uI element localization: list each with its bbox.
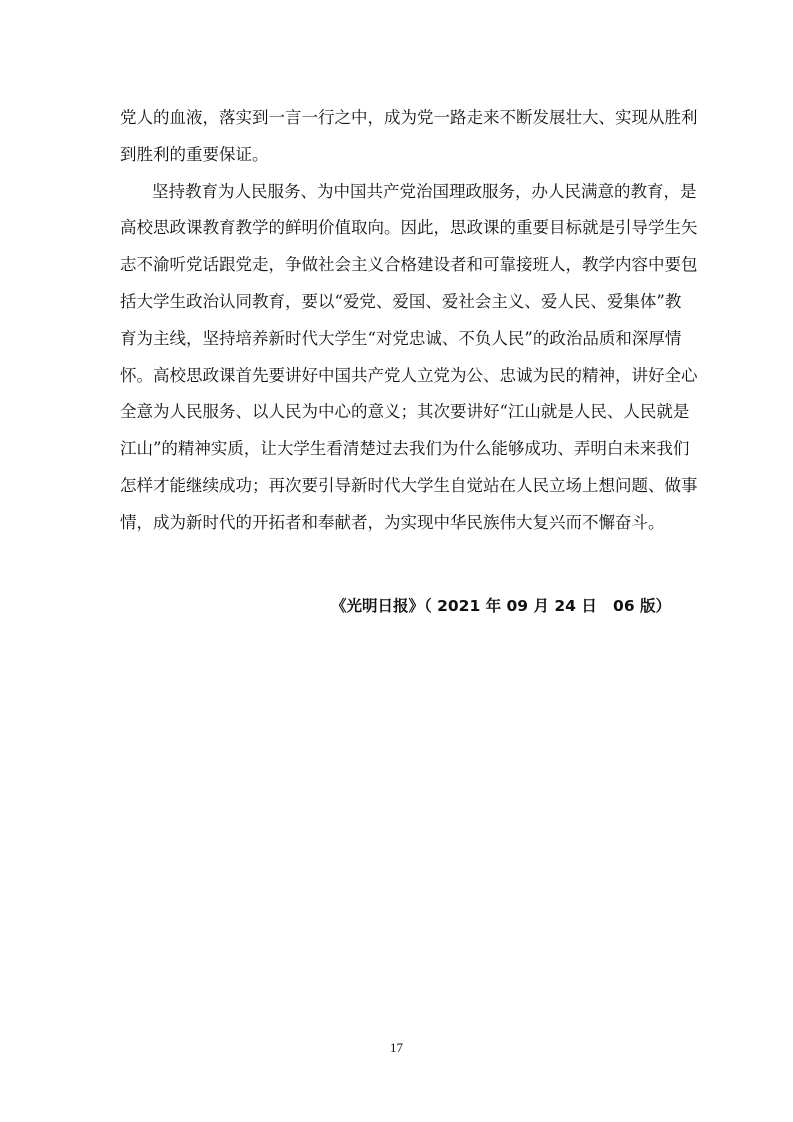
text-line: 党人的血液，落实到一言一行之中，成为党一路走来不断发展壮大、实现从胜利 (120, 108, 698, 127)
text-line: 全意为人民服务、以人民为中心的意义；其次要讲好“江山就是人民、人民就是 (120, 402, 690, 422)
text-line: 坚持教育为人民服务、为中国共产党治国理政服务，办人民满意的教育，是 (152, 181, 697, 201)
page-number: 17 (390, 1040, 403, 1055)
text-line: 江山”的精神实质，让大学生看清楚过去我们为什么能够成功、弄明白未来我们 (120, 439, 690, 459)
text-line: 育为主线，坚持培养新时代大学生“对党忠诚、不负人民”的政治品质和深厚情 (120, 328, 682, 348)
text-line: 怎样才能继续成功；再次要引导新时代大学生自觉站在人民立场上想问题、做事 (120, 475, 698, 495)
text-line: 括大学生政治认同教育，要以“爱党、爱国、爱社会主义、爱人民、爱集体”教 (120, 291, 682, 311)
source-citation: 《光明日报》（ 2021 年 09 月 24 日 06 版） (330, 597, 671, 615)
text-line: 情，成为新时代的开拓者和奉献者，为实现中华民族伟大复兴而不懈奋斗。 (120, 512, 665, 532)
text-line: 到胜利的重要保证。 (120, 144, 269, 164)
text-line: 高校思政课教育教学的鲜明价值取向。因此，思政课的重要目标就是引导学生矢 (120, 218, 698, 238)
text-line: 志不渝听党话跟党走，争做社会主义合格建设者和可靠接班人，教学内容中要包 (120, 255, 698, 275)
text-line: 怀。高校思政课首先要讲好中国共产党人立党为公、忠诚为民的精神，讲好全心 (120, 365, 698, 385)
body-text (120, 100, 698, 542)
